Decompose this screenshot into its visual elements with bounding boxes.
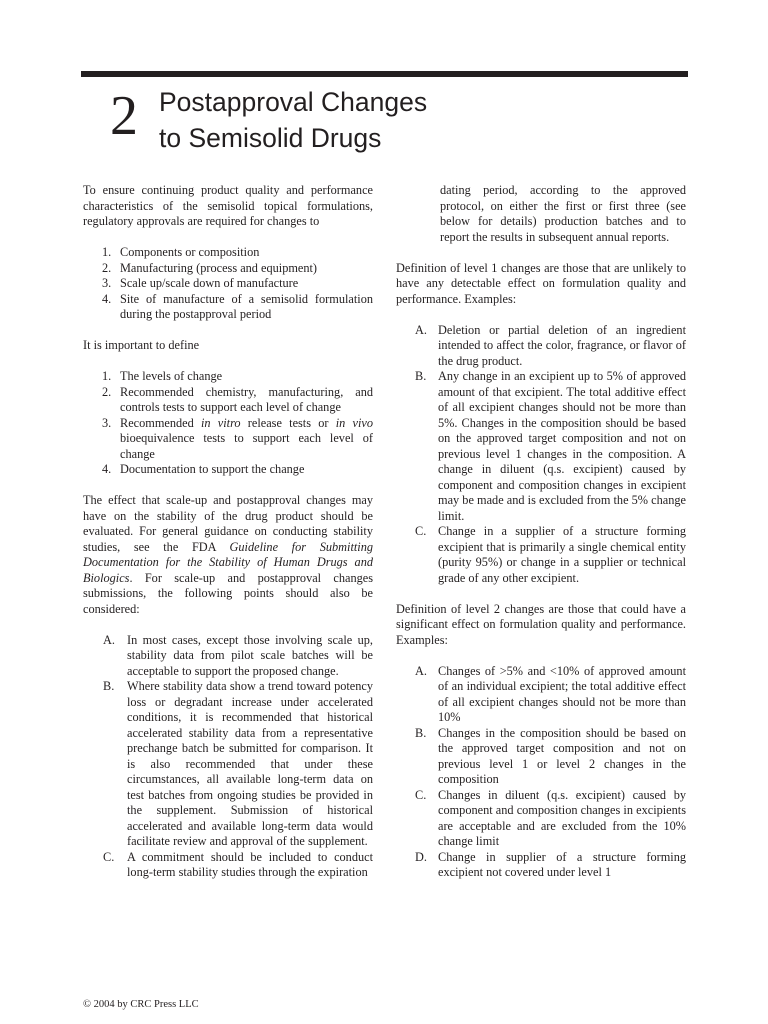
chapter-rule bbox=[81, 71, 688, 77]
copyright-footer: © 2004 by CRC Press LLC bbox=[83, 999, 199, 1010]
effect-paragraph: The effect that scale-up and postapproval changes may have on the stability of the drug product should be evaluated. For general guidance on conducting stability studies, see the FDA Guideline for Submitting Documentation for the Stability of Human Drugs and Biologics. For scale-up and postapproval changes submissions, the following points should also be considered: bbox=[83, 493, 373, 616]
list-item: C. Changes in diluent (q.s. excipient) caused by component and composition changes in excipients are acceptable and are excluded from the 10% change limit bbox=[415, 787, 686, 848]
list-item: 2. Recommended chemistry, manufacturing, and controls tests to support each level of change bbox=[102, 384, 373, 414]
changes-list bbox=[83, 245, 373, 323]
list-item: 1. Components or composition bbox=[102, 245, 260, 259]
list-item: D. Change in supplier of a structure forming excipient not covered under level 1 bbox=[415, 849, 686, 879]
level1-intro: Definition of level 1 changes are those that are unlikely to have any detectable effect on formulation quality and performance. Examples: bbox=[396, 260, 686, 306]
level2-list bbox=[396, 664, 686, 881]
list-item: B. Any change in an excipient up to 5% of approved amount of that excipient. The total additive effect of all excipient changes should not be more than 5%. Changes in the composition should be based on the approved target composition and not on previous level 1 changes in the composition. A change in diluent (q.s. excipient) caused by component and composition changes in excipient may be made and is excluded from the 5% change limit. bbox=[415, 369, 686, 523]
list-item: B. Where stability data show a trend toward potency loss or degradant increase under accelerated conditions, it is recommended that historical accelerated stability data from a representative prechange batch be submitted for comparison. It is also recommended that under these circumstances, all available long-term data on test batches from ongoing studies be provided in the supplement. Submission of historical accelerated and available long-term data would facilitate review and approval of the supplement. bbox=[103, 679, 373, 848]
list-item: A. Deletion or partial deletion of an ingredient intended to affect the color, fragrance, or flavor of the drug product. bbox=[415, 322, 686, 368]
level2-intro: Definition of level 2 changes are those that could have a significant effect on formulation quality and performance. Examples: bbox=[396, 601, 686, 647]
list-item: 1. The levels of change bbox=[102, 369, 223, 383]
list-item: C. Change in a supplier of a structure forming excipient that is primarily a single chemical entity (purity 95%) or change in a supplier or technical grade of any other excipient. bbox=[415, 524, 686, 585]
guideline-title: Guideline for Submitting Documentation for the Stability of Human Drugs and Biologics bbox=[83, 539, 373, 585]
list-item: A. In most cases, except those involving scale up, stability data from pilot scale batches will be acceptable to support the proposed change. bbox=[103, 632, 373, 678]
chapter-title-line-1: Postapproval Changes bbox=[159, 87, 428, 117]
right-column bbox=[396, 183, 686, 881]
chapter-title-line-2: to Semisolid Drugs bbox=[159, 123, 382, 153]
list-item: 4. Site of manufacture of a semisolid formulation during the postapproval period bbox=[102, 291, 373, 321]
chapter-number: 2 bbox=[110, 85, 138, 147]
left-column bbox=[83, 183, 373, 881]
list-item: 3. Scale up/scale down of manufacture bbox=[102, 276, 299, 290]
list-item: C. A commitment should be included to conduct long-term stability studies through the expiration bbox=[103, 849, 373, 879]
list-item: A. Changes of >5% and <10% of approved amount of an individual excipient; the total additive effect of all excipient changes should not be more than 10% bbox=[415, 663, 686, 724]
considerations-list bbox=[83, 633, 373, 881]
define-intro: It is important to define bbox=[83, 338, 200, 352]
list-item: B. Changes in the composition should be based on the approved target composition and not on previous level 1 or level 2 changes in the composition bbox=[415, 725, 686, 786]
chapter-title bbox=[159, 84, 427, 156]
list-item: 3. Recommended in vitro release tests or in vivo bioequivalence tests to support each level of change bbox=[102, 415, 373, 461]
define-list bbox=[83, 369, 373, 478]
continued-item-text: dating period, according to the approved protocol, on either the first or first three (see below for details) production batches and to report the results in subsequent annual reports. bbox=[440, 183, 686, 244]
list-item: 4. Documentation to support the change bbox=[102, 462, 305, 476]
intro-paragraph: To ensure continuing product quality and performance characteristics of the semisolid topical formulations, regulatory approvals are required for changes to bbox=[83, 183, 373, 228]
list-item: 2. Manufacturing (process and equipment) bbox=[102, 260, 318, 275]
level1-list bbox=[396, 323, 686, 587]
